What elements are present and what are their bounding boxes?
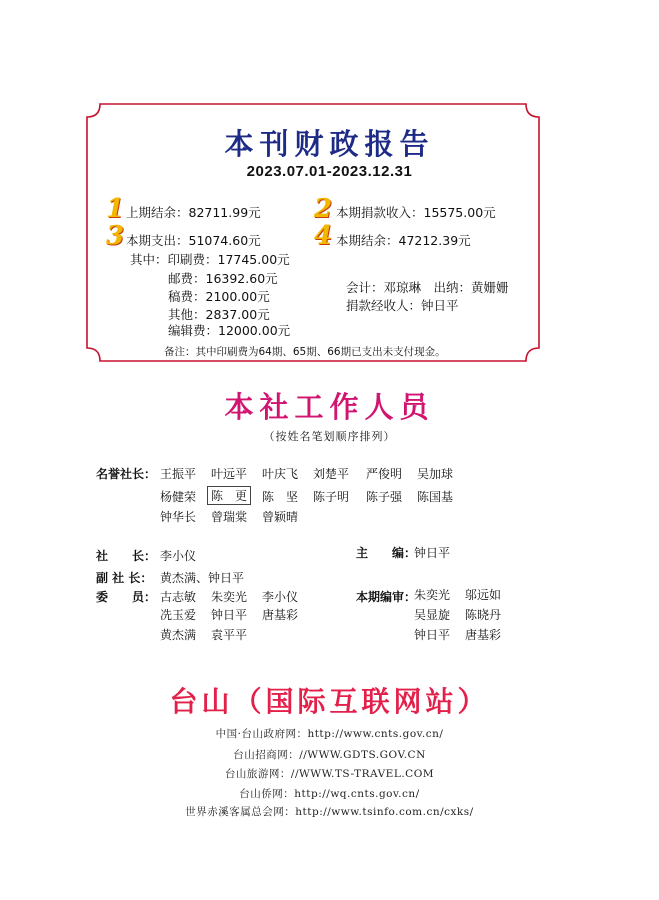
item-number-1: 1 [106,194,125,224]
vice-president-names: 黄杰满、钟日平 [160,571,245,585]
member-name: 朱奕光 [211,590,248,604]
member-name: 唐基彩 [262,608,299,622]
staff-subtitle: （按姓名笔划顺序排列） [263,430,396,443]
honorary-name: 严俊明 [366,467,403,481]
honorary-name: 王振平 [160,467,197,481]
honorary-name-boxed: 陈 更 [207,486,251,505]
websites-title: 台山（国际互联网站） [169,685,490,718]
item-number-3: 3 [106,221,125,251]
issue-editor-name: 邬远如 [465,588,502,602]
previous-balance: 上期结余：82711.99元 [126,205,261,220]
expense-editing: 编辑费：12000.00元 [168,323,291,338]
issue-editor-name: 唐基彩 [465,628,502,642]
expense-printing: 其中：印刷费：17745.00元 [130,252,290,267]
finance-date-range: 2023.07.01-2023.12.31 [246,163,413,180]
honorary-name: 曾瑞棠 [211,510,248,524]
expense-royalties: 稿费：2100.00元 [168,289,270,304]
member-name: 袁平平 [211,628,248,642]
current-balance: 本期结余：47212.39元 [336,233,471,248]
website-link-government[interactable]: 中国·台山政府网：http://www.cnts.gov.cn/ [215,728,444,740]
item-number-4: 4 [314,221,333,251]
members-label: 委 员： [96,590,157,604]
honorary-name: 叶庆飞 [262,467,299,481]
president-name: 李小仪 [160,549,197,563]
website-link-overseas-chinese[interactable]: 台山侨网：http://wq.cnts.gov.cn/ [239,788,420,800]
donation-income: 本期捐款收入：15575.00元 [336,205,496,220]
expense-postage: 邮费：16392.60元 [168,271,278,286]
member-name: 钟日平 [211,608,248,622]
editor-label: 主 编： [356,546,417,560]
member-name: 冼玉爱 [160,608,197,622]
expense-other: 其他：2837.00元 [168,307,270,322]
issue-editor-name: 朱奕光 [414,588,451,602]
current-expenses: 本期支出：51074.60元 [126,233,261,248]
honorary-name: 陈子强 [366,490,403,504]
finance-note: 备注：其中印刷费为64期、65期、66期已支出未支付现金。 [164,346,446,358]
donation-receiver: 捐款经收人：钟日平 [346,298,459,313]
member-name: 古志敏 [160,590,197,604]
honorary-president-label: 名誉社长： [96,467,157,481]
vice-president-label: 副 社 长： [96,571,153,585]
website-link-tourism[interactable]: 台山旅游网：//WWW.TS-TRAVEL.COM [224,768,435,780]
website-link-investment[interactable]: 台山招商网：//WWW.GDTS.GOV.CN [233,749,426,761]
item-number-2: 2 [314,194,333,224]
issue-editor-name: 陈晓丹 [465,608,502,622]
issue-editors-label: 本期编审： [356,590,417,604]
honorary-name: 陈子明 [313,490,350,504]
honorary-name: 钟华长 [160,510,197,524]
accountant-cashier: 会计：邓琼琳 出纳：黄姗姗 [346,280,509,295]
issue-editor-name: 钟日平 [414,628,451,642]
honorary-name: 叶远平 [211,467,248,481]
honorary-name: 杨健荣 [160,490,197,504]
staff-title: 本社工作人员 [224,390,435,424]
honorary-name: 吴加球 [417,467,454,481]
president-label: 社 长： [96,549,157,563]
honorary-name: 刘楚平 [313,467,350,481]
honorary-name: 陈国基 [417,490,454,504]
honorary-name: 陈 坚 [262,490,299,504]
finance-title: 本刊财政报告 [224,127,435,161]
editor-name: 钟日平 [414,546,451,560]
website-link-hakka-association[interactable]: 世界赤溪客属总会网：http://www.tsinfo.com.cn/cxks/ [185,806,474,818]
member-name: 黄杰满 [160,628,197,642]
issue-editor-name: 吴显旋 [414,608,451,622]
member-name: 李小仪 [262,590,299,604]
honorary-name: 曾颖晴 [262,510,299,524]
